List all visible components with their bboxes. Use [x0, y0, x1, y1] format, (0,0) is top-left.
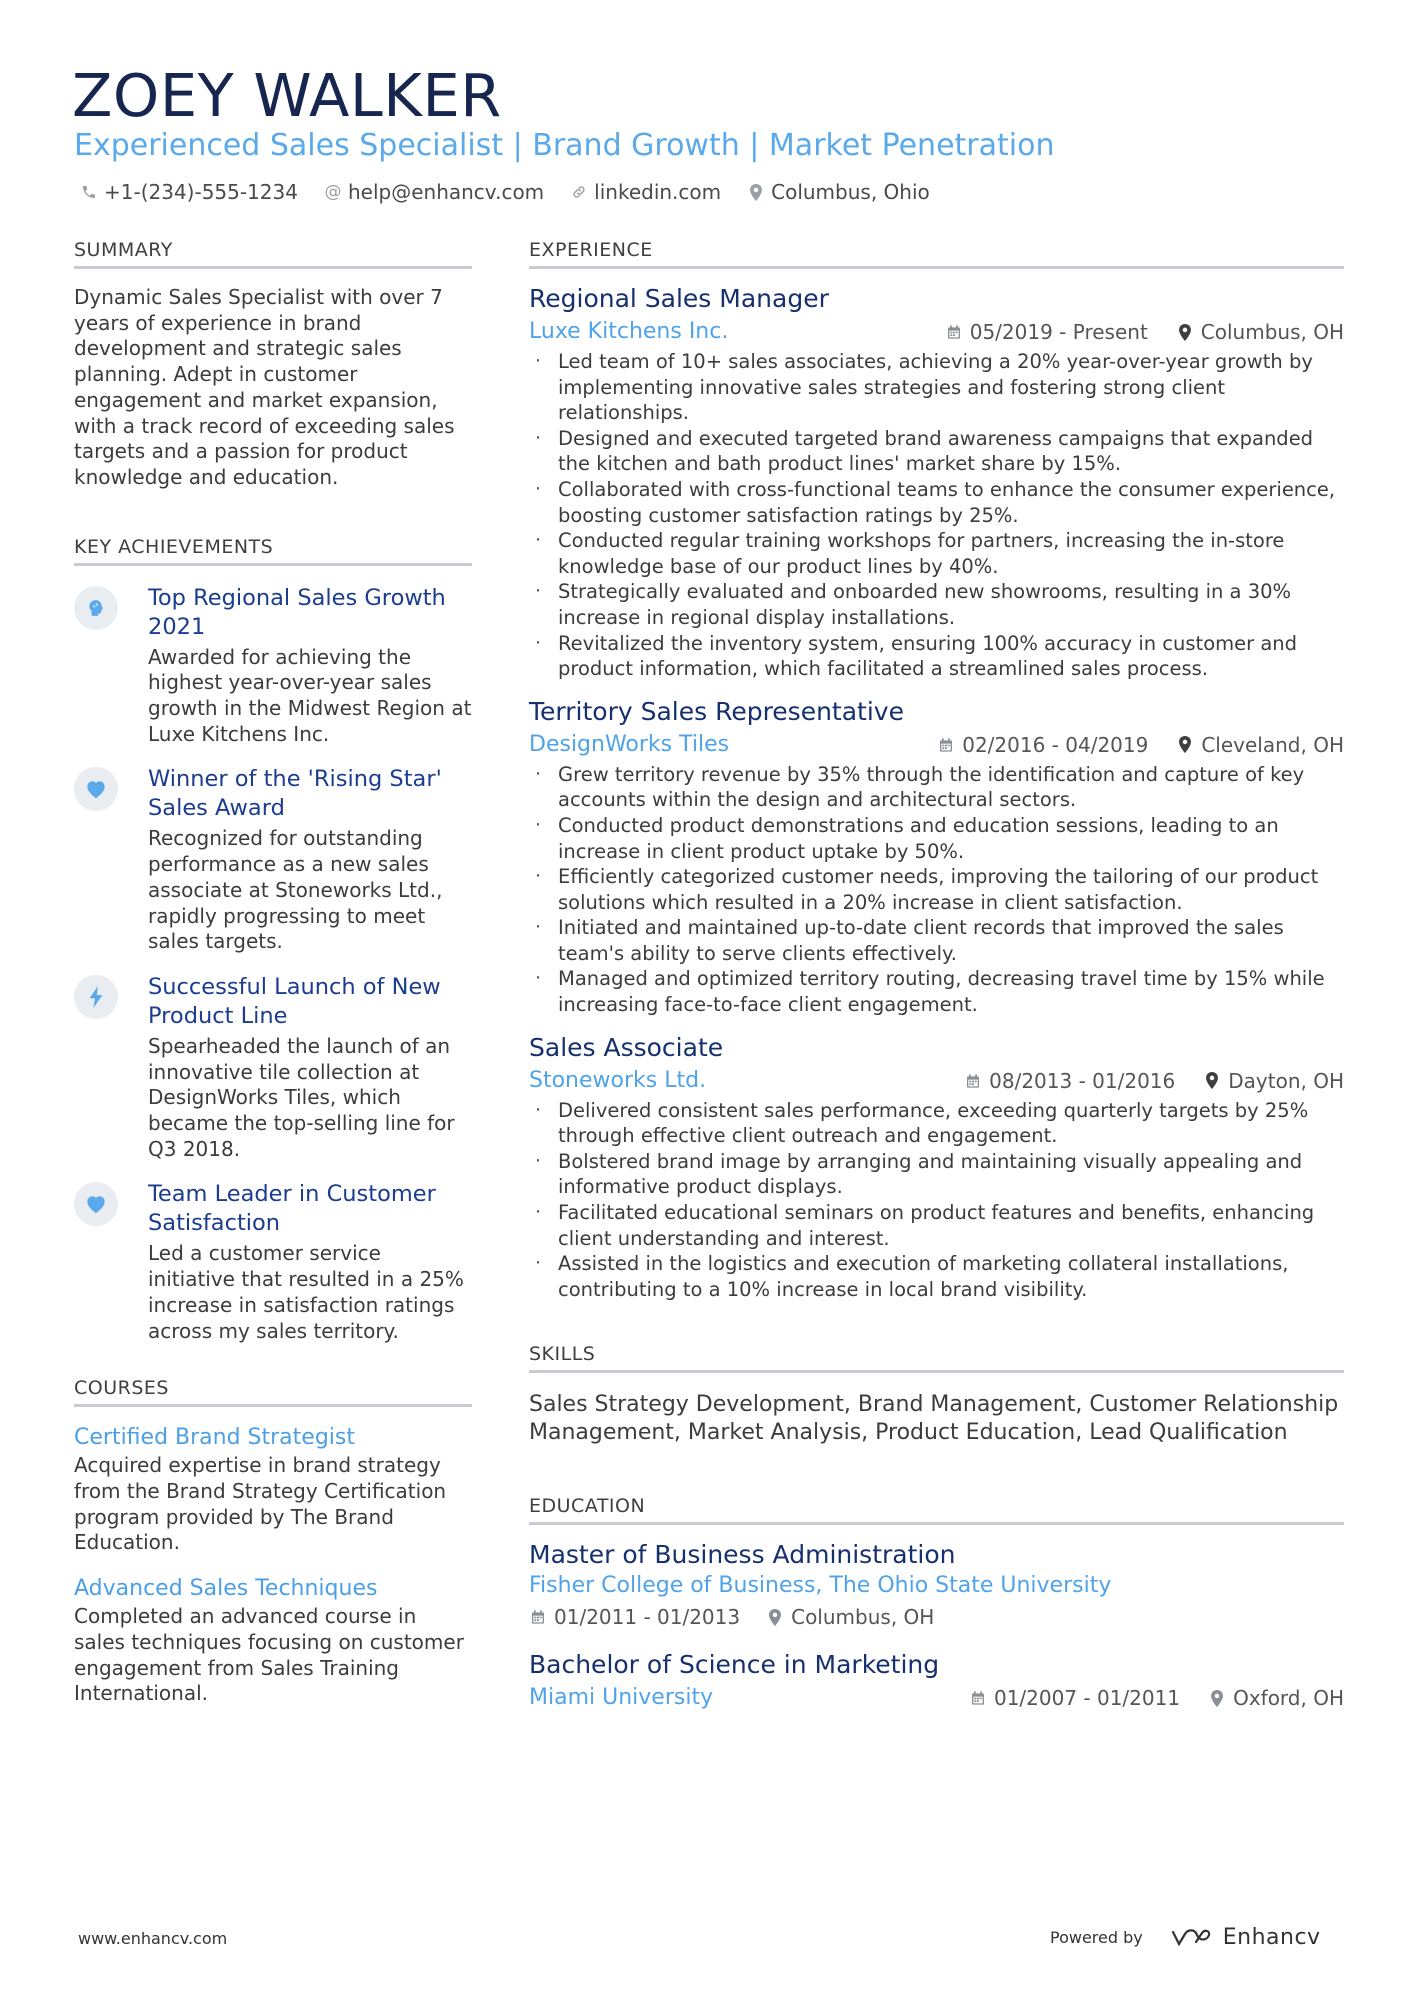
education-dates: 01/2007 - 01/2011 — [993, 1686, 1181, 1711]
contact-phone[interactable] — [80, 178, 298, 206]
course-title: Certified Brand Strategist — [74, 1425, 355, 1451]
job-bullets — [529, 1098, 1344, 1303]
bullet-item: · Led team of 10+ sales associates, achieving a 20% year-over-year growth by implementing innovative sales strategies and fostering strong client relationships. — [529, 349, 1344, 426]
location-pin-icon — [747, 183, 765, 201]
achievement-item — [74, 1180, 472, 1344]
powered-by-text: Powered by — [1050, 1928, 1143, 1947]
education-item — [529, 1539, 1344, 1631]
contact-bar — [80, 178, 956, 206]
experience-heading: EXPERIENCE — [529, 238, 1344, 269]
job-entry — [529, 283, 1344, 682]
email-text: help@enhancv.com — [347, 180, 545, 204]
job-title: Regional Sales Manager — [529, 284, 829, 313]
linkedin-text: linkedin.com — [594, 180, 722, 204]
summary-heading: SUMMARY — [74, 238, 472, 269]
bullet-item: · Facilitated educational seminars on product features and benefits, enhancing client understanding and interest. — [529, 1200, 1344, 1251]
skills-text: Sales Strategy Development, Brand Management, Customer Relationship Management, Market Analysis, Product Education, Lead Qualification — [529, 1392, 1339, 1445]
bullet-item: · Revitalized the inventory system, ensuring 100% accuracy in customer and product information, which facilitated a streamlined sales process. — [529, 631, 1344, 682]
location-text: Columbus, Ohio — [771, 180, 930, 204]
phone-text: +1-(234)-555-1234 — [104, 180, 298, 204]
job-company: Luxe Kitchens Inc. — [529, 319, 729, 344]
job-location: Dayton, OH — [1228, 1068, 1344, 1093]
bullet-item: · Conducted product demonstrations and education sessions, leading to an increase in client product uptake by 50%. — [529, 813, 1344, 864]
job-entry — [529, 696, 1344, 1018]
education-item — [529, 1649, 1344, 1713]
calendar-icon — [529, 1608, 547, 1626]
course-desc: Acquired expertise in brand strategy from the Brand Strategy Certification program provided by The Brand Education. — [74, 1453, 447, 1555]
link-icon — [570, 183, 588, 201]
job-location: Columbus, OH — [1200, 320, 1344, 344]
location-pin-icon — [766, 1608, 784, 1626]
job-location: Cleveland, OH — [1201, 732, 1344, 757]
bullet-item: · Conducted regular training workshops for partners, increasing the in-store knowledge base of our product lines by 40%. — [529, 528, 1344, 579]
achievements-heading: KEY ACHIEVEMENTS — [74, 535, 472, 566]
location-pin-icon — [1208, 1689, 1226, 1707]
heart-icon — [74, 1182, 118, 1226]
job-title: Territory Sales Representative — [529, 696, 904, 726]
location-pin-icon — [1203, 1072, 1221, 1090]
courses-heading: COURSES — [74, 1376, 472, 1407]
achievement-desc: Led a customer service initiative that resulted in a 25% increase in satisfaction ratings across my sales territory. — [148, 1241, 464, 1343]
degree-title: Bachelor of Science in Marketing — [529, 1650, 940, 1680]
calendar-icon — [964, 1072, 982, 1090]
achievement-item — [74, 584, 472, 748]
brain-icon — [74, 586, 118, 630]
at-icon: @ — [324, 182, 342, 202]
bullet-item: · Bolstered brand image by arranging and maintaining visually appealing and informative product displays. — [529, 1149, 1344, 1200]
brand-name: Enhancv — [1222, 1925, 1321, 1950]
skills-section — [529, 1342, 1344, 1446]
bullet-item: · Delivered consistent sales performance, exceeding quarterly targets by 25% through effective client outreach and engagement. — [529, 1098, 1344, 1149]
job-company: Stoneworks Ltd. — [529, 1067, 707, 1093]
footer-powered — [1050, 1925, 1321, 1950]
achievement-desc: Awarded for achieving the highest year-over-year sales growth in the Midwest Region at Luxe Kitchens Inc. — [148, 644, 472, 746]
bullet-item: · Managed and optimized territory routing, decreasing travel time by 15% while increasing face-to-face client engagement. — [529, 966, 1344, 1017]
enhancv-logo-icon — [1169, 1926, 1215, 1950]
location-pin-icon — [1176, 736, 1194, 754]
achievement-title: Successful Launch of New Product Line — [148, 973, 441, 1029]
phone-icon — [80, 183, 98, 201]
experience-section — [529, 238, 1344, 1302]
achievement-title: Winner of the 'Rising Star' Sales Award — [148, 766, 442, 822]
education-location: Columbus, OH — [791, 1605, 935, 1630]
calendar-icon — [969, 1689, 987, 1707]
course-desc: Completed an advanced course in sales techniques focusing on customer engagement from Sales Training International. — [74, 1604, 464, 1706]
right-column — [529, 238, 1344, 1729]
achievement-item — [74, 973, 472, 1163]
job-dates: 02/2016 - 04/2019 — [962, 732, 1149, 757]
skills-heading: SKILLS — [529, 1342, 1344, 1373]
achievement-desc: Recognized for outstanding performance as a new sales associate at Stoneworks Ltd., rapidly progressing to meet sales targets. — [148, 826, 443, 954]
summary-section — [74, 238, 472, 491]
candidate-name: ZOEY WALKER — [72, 61, 502, 130]
course-item — [74, 1423, 472, 1556]
courses-section — [74, 1376, 472, 1707]
achievement-title: Team Leader in Customer Satisfaction — [148, 1181, 436, 1237]
school-name: Miami University — [529, 1685, 714, 1711]
achievements-section — [74, 535, 472, 1345]
contact-location — [747, 178, 930, 206]
bullet-item: · Initiated and maintained up-to-date client records that improved the sales team's ability to serve clients effectively. — [529, 915, 1344, 966]
degree-title: Master of Business Administration — [529, 1540, 956, 1570]
job-dates: 08/2013 - 01/2016 — [989, 1068, 1176, 1093]
achievement-item — [74, 765, 472, 955]
education-dates: 01/2011 - 01/2013 — [554, 1605, 741, 1630]
job-company: DesignWorks Tiles — [529, 731, 730, 757]
bullet-item: · Designed and executed targeted brand awareness campaigns that expanded the kitchen and bath product lines' market share by 15%. — [529, 426, 1344, 477]
job-entry — [529, 1032, 1344, 1303]
education-section — [529, 1494, 1344, 1713]
course-item — [74, 1574, 472, 1707]
lightning-icon — [74, 975, 118, 1019]
headline: Experienced Sales Specialist | Brand Growth | Market Penetration — [74, 128, 1055, 163]
job-dates: 05/2019 - Present — [969, 320, 1148, 344]
job-title: Sales Associate — [529, 1032, 724, 1062]
bullet-item: · Strategically evaluated and onboarded new showrooms, resulting in a 30% increase in regional display installations. — [529, 579, 1344, 630]
location-pin-icon — [1176, 323, 1194, 341]
education-heading: EDUCATION — [529, 1494, 1344, 1525]
education-location: Oxford, OH — [1233, 1686, 1344, 1711]
contact-email[interactable] — [324, 178, 544, 206]
bullet-item: · Efficiently categorized customer needs, improving the tailoring of our product solutions which resulted in a 20% increase in client satisfaction. — [529, 864, 1344, 915]
achievement-title: Top Regional Sales Growth 2021 — [148, 584, 446, 640]
job-bullets — [529, 762, 1344, 1018]
job-bullets — [529, 349, 1344, 682]
bullet-item: · Assisted in the logistics and execution of marketing collateral installations, contributing to a 10% increase in local brand visibility. — [529, 1251, 1344, 1302]
achievement-desc: Spearheaded the launch of an innovative tile collection at DesignWorks Tiles, which became the top-selling line for Q3 2018. — [148, 1033, 455, 1161]
left-column — [74, 238, 472, 1725]
summary-text: Dynamic Sales Specialist with over 7 years of experience in brand development and strategic sales planning. Adept in customer engagement and market expansion, with a track record of exceeding sales targets and a passion for product knowledge and education. — [74, 285, 455, 489]
calendar-icon — [937, 736, 955, 754]
bullet-item: · Collaborated with cross-functional teams to enhance the consumer experience, boosting customer satisfaction ratings by 25%. — [529, 477, 1344, 528]
school-name: Fisher College of Business, The Ohio State University — [529, 1573, 1112, 1599]
bullet-item: · Grew territory revenue by 35% through the identification and capture of key accounts within the design and architectural sectors. — [529, 762, 1344, 813]
course-title: Advanced Sales Techniques — [74, 1576, 378, 1602]
calendar-icon — [945, 323, 963, 341]
contact-linkedin[interactable] — [570, 178, 721, 206]
heart-icon — [74, 767, 118, 811]
footer-url[interactable]: www.enhancv.com — [78, 1929, 228, 1948]
